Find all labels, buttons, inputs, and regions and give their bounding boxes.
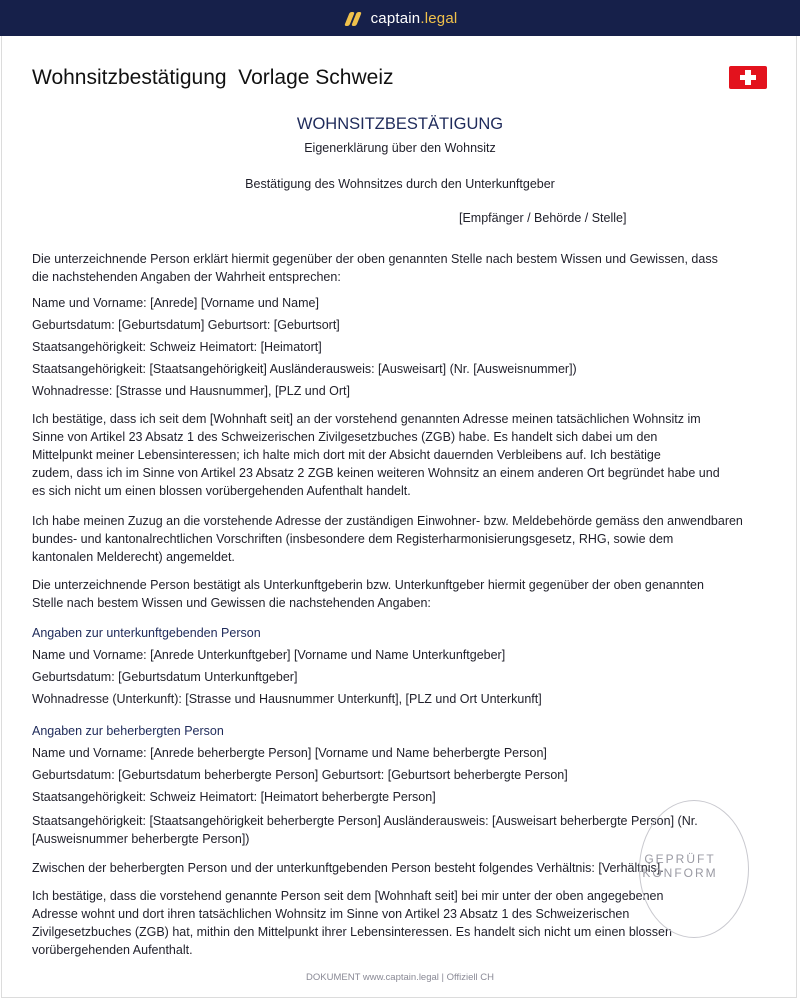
person-fields xyxy=(32,292,768,402)
brand[interactable] xyxy=(343,10,458,27)
person-field: Staatsangehörigkeit: Schweiz Heimatort: [Heimatort] xyxy=(32,340,322,354)
guest-field: Staatsangehörigkeit: Schweiz Heimatort: [Heimatort beherbergte Person] xyxy=(32,790,436,804)
person-field: Wohnadresse: [Strasse und Hausnummer], [PLZ und Ort] xyxy=(32,384,350,398)
host-field: Name und Vorname: [Anrede Unterkunftgeber] [Vorname und Name Unterkunftgeber] xyxy=(32,648,506,662)
top-bar xyxy=(0,0,800,36)
guest-field: Geburtsdatum: [Geburtsdatum beherbergte Person] Geburtsort: [Geburtsort beherbergte Person] xyxy=(32,768,568,782)
stamp-text: GEPRÜFT KONFORM xyxy=(642,852,718,880)
person-field: Geburtsdatum: [Geburtsdatum] Geburtsort: [Geburtsort] xyxy=(32,318,340,332)
swiss-flag-icon xyxy=(729,66,767,89)
declaration-paragraph: Ich bestätige, dass ich seit dem [Wohnhaft seit] an der vorstehend genannten Adresse meinen tatsächlichen Wohnsitz im Sinne von Artikel 23 Absatz 1 des Schweizerischen Zivilgesetzbuches (ZGB) habe. Es handelt sich dabei um den Mittelpunkt meiner Lebensinteressen; ich halte mich dort mit der Absicht dauernden Verbleibens auf. Ich bestätige zudem, dass ich im Sinne von Artikel 23 Absatz 2 ZGB keinen weiteren Wohnsitz an einem anderen Ort begründet habe und es sich nicht um einen blossen vorübergehenden Aufenthalt handelt. xyxy=(32,412,720,498)
host-section-title: Angaben zur unterkunftgebenden Person xyxy=(32,626,261,640)
guest-field: Name und Vorname: [Anrede beherbergte Person] [Vorname und Name beherbergte Person] xyxy=(32,746,547,760)
guest-section-title: Angaben zur beherbergten Person xyxy=(32,724,224,738)
host-confirmation-paragraph: Ich bestätige, dass die vorstehend genannte Person seit dem [Wohnhaft seit] bei mir unter der oben angegebenen Adresse wohnt und dort ihren tatsächlichen Wohnsitz im Sinne von Artikel 23 Absatz 1 des Schweizerischen Zivilgesetzbuches (ZGB) hat, mithin den Mittelpunkt ihrer Lebensinteressen. Es handelt sich nicht um einen blossen vorübergehenden Aufenthalt. xyxy=(32,889,672,957)
document-subheading: Eigenerklärung über den Wohnsitz xyxy=(304,141,496,155)
guest-nationality-field: Staatsangehörigkeit: [Staatsangehörigkeit beherbergte Person] Ausländerausweis: [Ausweisart beherbergte Person] (Nr. [Ausweisnummer beherbergte Person]) xyxy=(32,814,698,846)
relationship-paragraph: Zwischen der beherbergten Person und der unterkunftgebenden Person besteht folgendes Verhältnis: [Verhältnis]. xyxy=(32,861,664,875)
host-intro-paragraph: Die unterzeichnende Person bestätigt als Unterkunftgeberin bzw. Unterkunftgeber hiermit gegenüber der oben genannten Stelle nach bestem Wissen und Gewissen die nachstehenden Angaben: xyxy=(32,578,704,610)
brand-name: captain.legal xyxy=(370,9,458,27)
footer: DOKUMENT www.captain.legal | Offiziell CH xyxy=(306,972,494,983)
document-heading: WOHNSITZBESTÄTIGUNG xyxy=(296,115,504,133)
host-field: Wohnadresse (Unterkunft): [Strasse und Hausnummer Unterkunft], [PLZ und Ort Unterkunft] xyxy=(32,692,542,706)
page-title: Wohnsitzbestätigung Vorlage Schweiz xyxy=(32,66,394,89)
double-slash-logo-icon xyxy=(343,10,363,26)
person-field: Name und Vorname: [Anrede] [Vorname und Name] xyxy=(32,296,319,310)
person-field: Staatsangehörigkeit: [Staatsangehörigkeit] Ausländerausweis: [Ausweisart] (Nr. [Ausweisnummer]) xyxy=(32,362,577,376)
recipient-placeholder: [Empfänger / Behörde / Stelle] xyxy=(459,211,627,225)
confirmation-title: Bestätigung des Wohnsitzes durch den Unterkunftgeber xyxy=(245,177,555,191)
intro-paragraph: Die unterzeichnende Person erklärt hiermit gegenüber der oben genannten Stelle nach bestem Wissen und Gewissen, dass die nachstehenden Angaben der Wahrheit entsprechen: xyxy=(32,252,718,284)
host-field: Geburtsdatum: [Geburtsdatum Unterkunftgeber] xyxy=(32,670,298,684)
registration-paragraph: Ich habe meinen Zuzug an die vorstehende Adresse der zuständigen Einwohner- bzw. Meldebehörde gemäss den anwendbaren bundes- und kantonalrechtlichen Vorschriften (insbesondere dem Registerharmonisierungsgesetz, RHG, sowie dem kantonalen Melderecht) angemeldet. xyxy=(32,514,743,564)
